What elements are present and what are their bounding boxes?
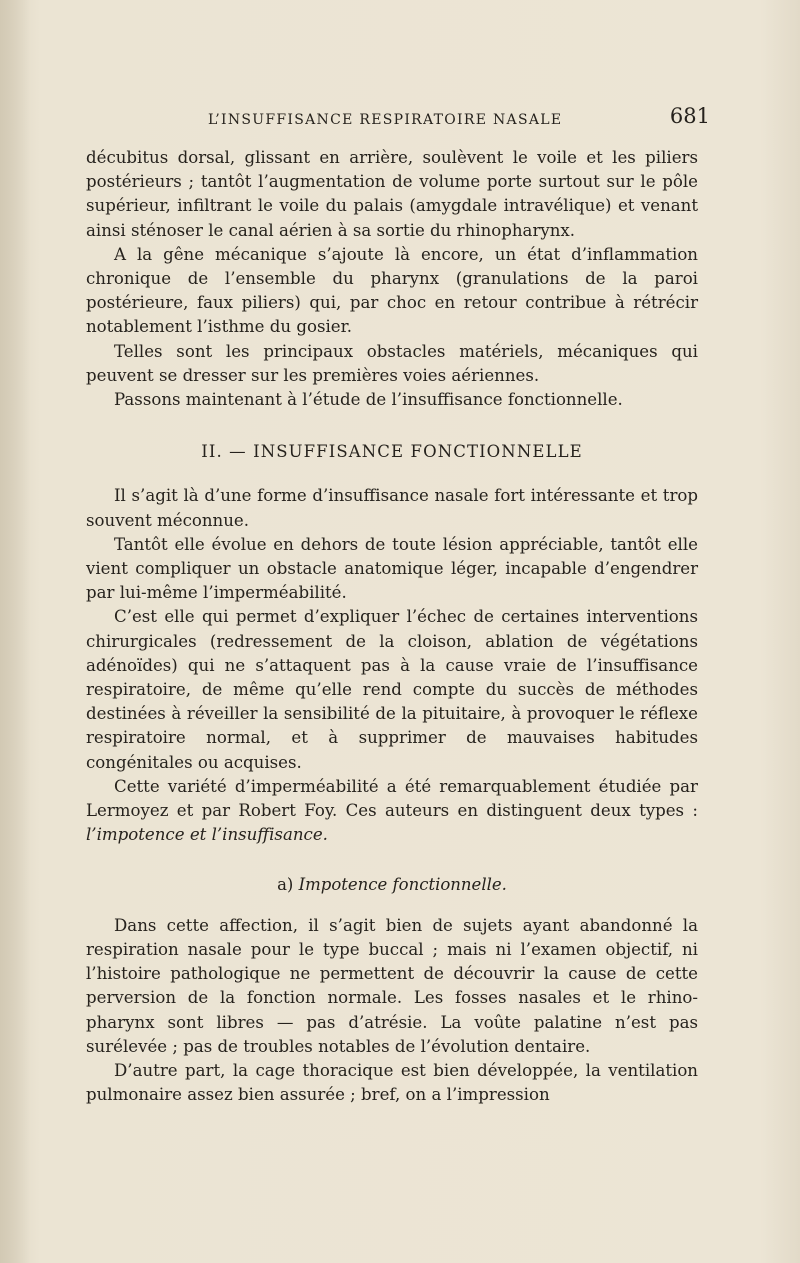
type-insuffisance: l’insuffisance. xyxy=(211,825,328,845)
page-header xyxy=(108,104,710,134)
paragraph-types xyxy=(86,775,698,848)
subsection-marker: a) xyxy=(277,875,294,895)
body-text xyxy=(86,146,698,1107)
paragraph: Tantôt elle évolue en dehors de toute lésion appréciable, tantôt elle vient compliquer un obstacle anatomique léger, incapable d’engendrer par lui-même l’imperméabilité. xyxy=(86,534,698,603)
paragraph: Dans cette affection, il s’agit bien de sujets ayant abandonné la respiration nasale pour le type buccal ; mais ni l’examen objectif, ni l’histoire pathologique ne permettent de découvrir la cause de cette perversion de la fonction normale. Les fosses nasales et le rhino-pharynx sont libres — pas d’atrésie. La voûte palatine n’est pas surélevée ; pas de troubles notables de l’évolution dentaire. xyxy=(86,915,698,1056)
page-binding-shadow xyxy=(0,0,30,1263)
section-title: II. — INSUFFISANCE FONCTIONNELLE xyxy=(201,442,583,462)
paragraph: décubitus dorsal, glissant en arrière, soulèvent le voile et les piliers postérieurs ; tantôt l’augmentation de volume porte surtout sur le pôle supérieur, infiltrant le voile du palais (amygdale intravélique) et venant ainsi sténoser le canal aérien à sa sortie du rhinopharynx. xyxy=(86,148,698,240)
running-title: L’INSUFFISANCE RESPIRATOIRE NASALE xyxy=(208,112,563,128)
page-number: 681 xyxy=(669,104,710,128)
paragraph: Telles sont les principaux obstacles matériels, mécaniques qui peuvent se dresser sur les premières voies aériennes. xyxy=(86,341,698,385)
paragraph: Il s’agit là d’une forme d’insuffisance nasale fort intéressante et trop souvent méconnue. xyxy=(86,486,698,530)
paragraph: C’est elle qui permet d’expliquer l’échec de certaines interventions chirurgicales (redressement de la cloison, ablation de végétations adénoïdes) qui ne s’attaquent pas à la cause vraie de l’insuffisance respiratoire, de même qu’elle rend compte du succès de méthodes destinées à réveiller la sensibilité de la pituitaire, à provoquer le réflexe respiratoire normal, et à supprimer de mauvaises habitudes congénitales ou acquises. xyxy=(86,607,698,772)
type-connector: et xyxy=(189,825,207,845)
paragraph: D’autre part, la cage thoracique est bien développée, la ventilation pulmonaire assez bien assurée ; bref, on a l’impression xyxy=(86,1060,698,1105)
paragraph: Passons maintenant à l’étude de l’insuffisance fonctionnelle. xyxy=(114,390,623,410)
paragraph: A la gêne mécanique s’ajoute là encore, un état d’inflammation chronique de l’ensemble du pharynx (granulations de la paroi postérieure, faux piliers) qui, par choc en retour contribue à rétrécir notablement l’isthme du gosier. xyxy=(86,244,698,337)
subsection-heading: Impotence fonctionnelle. xyxy=(298,875,507,895)
paragraph-text: Cette variété d’imperméabilité a été remarquablement étudiée par Lermoyez et par Robert Foy. Ces auteurs en distinguent deux types : xyxy=(86,776,698,821)
type-impotence: l’impotence xyxy=(86,825,185,845)
subsection-title xyxy=(86,873,698,897)
